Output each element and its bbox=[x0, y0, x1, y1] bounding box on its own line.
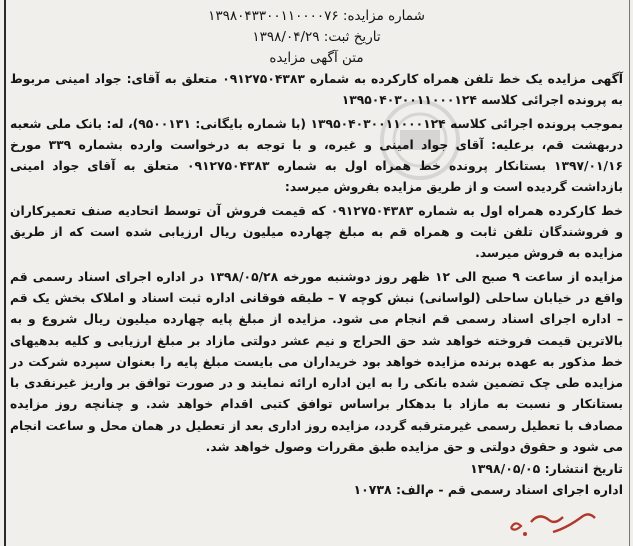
registration-date: تاریخ ثبت: ۱۳۹۸/۰۴/۲۹ bbox=[252, 29, 381, 45]
case-details-paragraph: بموجب پرونده اجرائی کلاسه ۱۳۹۵۰۴۰۳۰۰۱۱۰۰۰۱۲۴ (با شماره بایگانی: ۹۵۰۰۱۳۱)، له: بانک ملی شعبه دربهشت قم، برعلیه: آقای جواد امینی و غیره، و با توجه به درخواست وارده بشماره ۳۳۹ مورخ ۱۳۹۷/۰۱/۱۶ بستانکار پرونده خط همراه اول به شماره ۰۹۱۲۷۵۰۴۳۸۳ متعلق به آقای جواد امینی بازداشت گردیده است و از طریق مزایده بفروش میرسد: bbox=[10, 116, 624, 195]
auction-intro-paragraph: آگهی مزایده یک خط تلفن همراه کارکرده به شماره ۰۹۱۲۷۵۰۴۳۸۳ متعلق به آقای: جواد امینی مربوط به پرونده اجرائی کلاسه ۱۳۹۵۰۴۰۳۰۰۱۱۰۰۰۱۲۴ bbox=[10, 72, 624, 108]
page-border-left bbox=[4, 0, 6, 546]
section-title: متن آگهی مزایده bbox=[269, 50, 364, 66]
watermark-logo bbox=[330, 95, 510, 185]
office-signature: اداره اجرای اسناد رسمی قم - م‌الف: ۱۰۷۳۸ bbox=[353, 482, 623, 498]
valuation-paragraph: خط کارکرده همراه اول به شماره ۰۹۱۲۷۵۰۴۳۸۳ که قیمت فروش آن توسط اتحادیه صنف تعمیرکاران و فروشندگان تلفن ثابت و همراه قم به مبلغ چهارده میلیون ریال ارزیابی شده است که از طریق مزایده به فروش میرسد. bbox=[10, 203, 623, 261]
signature-stamp bbox=[505, 498, 605, 542]
page-border-right bbox=[629, 0, 630, 546]
auction-terms-paragraph: مزایده از ساعت ۹ صبح الی ۱۲ ظهر روز دوشنبه مورخه ۱۳۹۸/۰۵/۲۸ در اداره اجرای اسناد رسمی قم واقع در خیابان ساحلی (لواسانی) نبش کوچه ۷ – طبقه فوقانی اداره ثبت اسناد و املاک بخش یک قم – اداره اجرای اسناد رسمی قم انجام می شود. مزایده از مبلغ پایه چهارده میلیون ریال شروع و به بالاترین قیمت فروخته خواهد شد حق الحراج و نیم عشر دولتی مازاد بر مبلغ ارزیابی و کلیه بدهیهای خط مذکور به عهده برنده مزایده خواهد بود خریداران می بایست مبلغ پایه را بعنوان سپرده شرکت در مزایده طی چک تضمین شده بانکی را به این اداره ارائه نمایند و در صورت توافق بر واریز غیرنقدی با بستانکار و نسبت به مازاد با بدهکار براساس توافق کتبی اقدام خواهد شد. و چنانچه روز مزایده مصادف با تعطیل رسمی غیرمترقبه گردد، مزایده روز اداری بعد از تعطیل در همان محل و ساعت انجام می شود و حقوق دولتی و حق مزایده طبق مقررات وصول خواهد شد. bbox=[10, 269, 623, 455]
publish-date: تاریخ انتشار: ۱۳۹۸/۰۵/۰۵ bbox=[470, 461, 623, 477]
auction-number: شماره مزایده: ۱۳۹۸۰۴۳۳۰۰۱۱۰۰۰۰۷۶ bbox=[208, 8, 425, 24]
